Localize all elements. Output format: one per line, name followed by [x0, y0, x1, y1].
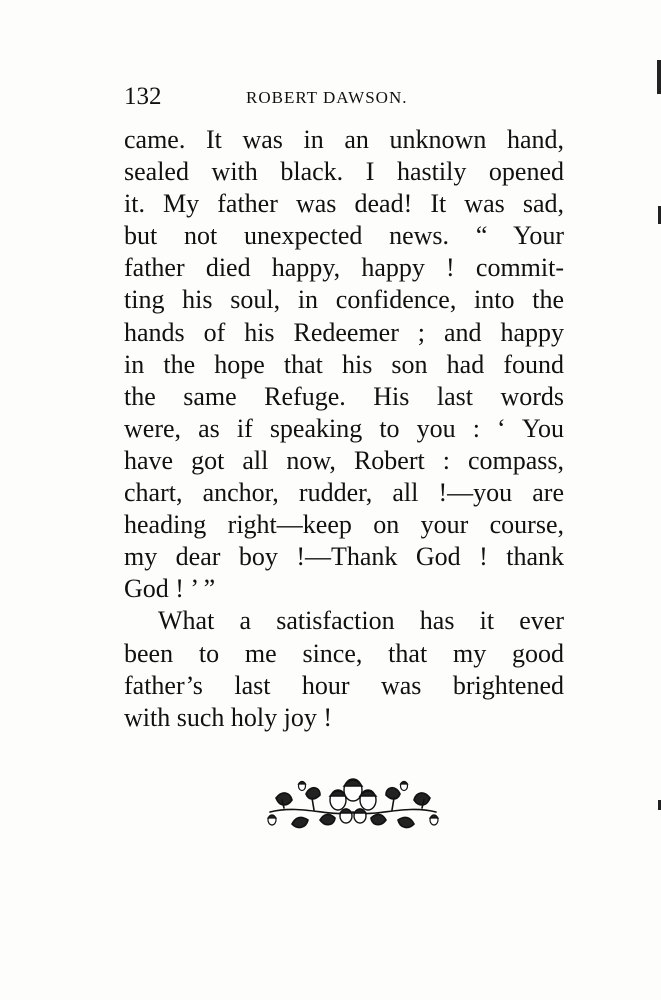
- page-header: [124, 82, 564, 112]
- text-line: been to me since, that my good: [124, 638, 564, 668]
- text-line: What a satisfaction has it ever: [158, 606, 564, 636]
- text-line: God ! ’ ”: [124, 574, 216, 604]
- text-line: came. It was in an unknown hand,: [124, 125, 564, 154]
- text-line: father died happy, happy ! commit-: [124, 253, 564, 283]
- text-line: heading right—keep on your course,: [124, 510, 564, 540]
- body-text: [124, 124, 564, 734]
- text-line: my dear boy !—Thank God ! thank: [124, 542, 564, 572]
- page-number: 132: [124, 83, 162, 110]
- text-line: sealed with black. I hastily opened: [124, 157, 564, 187]
- text-line: chart, anchor, rudder, all !—you are: [124, 478, 564, 508]
- text-line: have got all now, Robert : compass,: [124, 445, 564, 475]
- text-line: but not unexpected news. “ Your: [124, 221, 564, 251]
- text-line: father’s last hour was brightened: [124, 670, 564, 700]
- text-line: hands of his Redeemer ; and happy: [124, 317, 564, 347]
- text-line: in the hope that his son had found: [124, 349, 564, 379]
- text-line: with such holy joy !: [124, 702, 332, 732]
- text-line: were, as if speaking to you : ‘ You: [124, 413, 564, 443]
- running-title: ROBERT DAWSON.: [246, 88, 408, 107]
- page-edge-mark: [657, 60, 661, 94]
- text-line: the same Refuge. His last words: [124, 381, 564, 411]
- acorn-oak-leaf-vignette-icon: [262, 768, 444, 836]
- text-line: it. My father was dead! It was sad,: [124, 189, 564, 219]
- text-line: ting his soul, in confidence, into the: [124, 285, 564, 315]
